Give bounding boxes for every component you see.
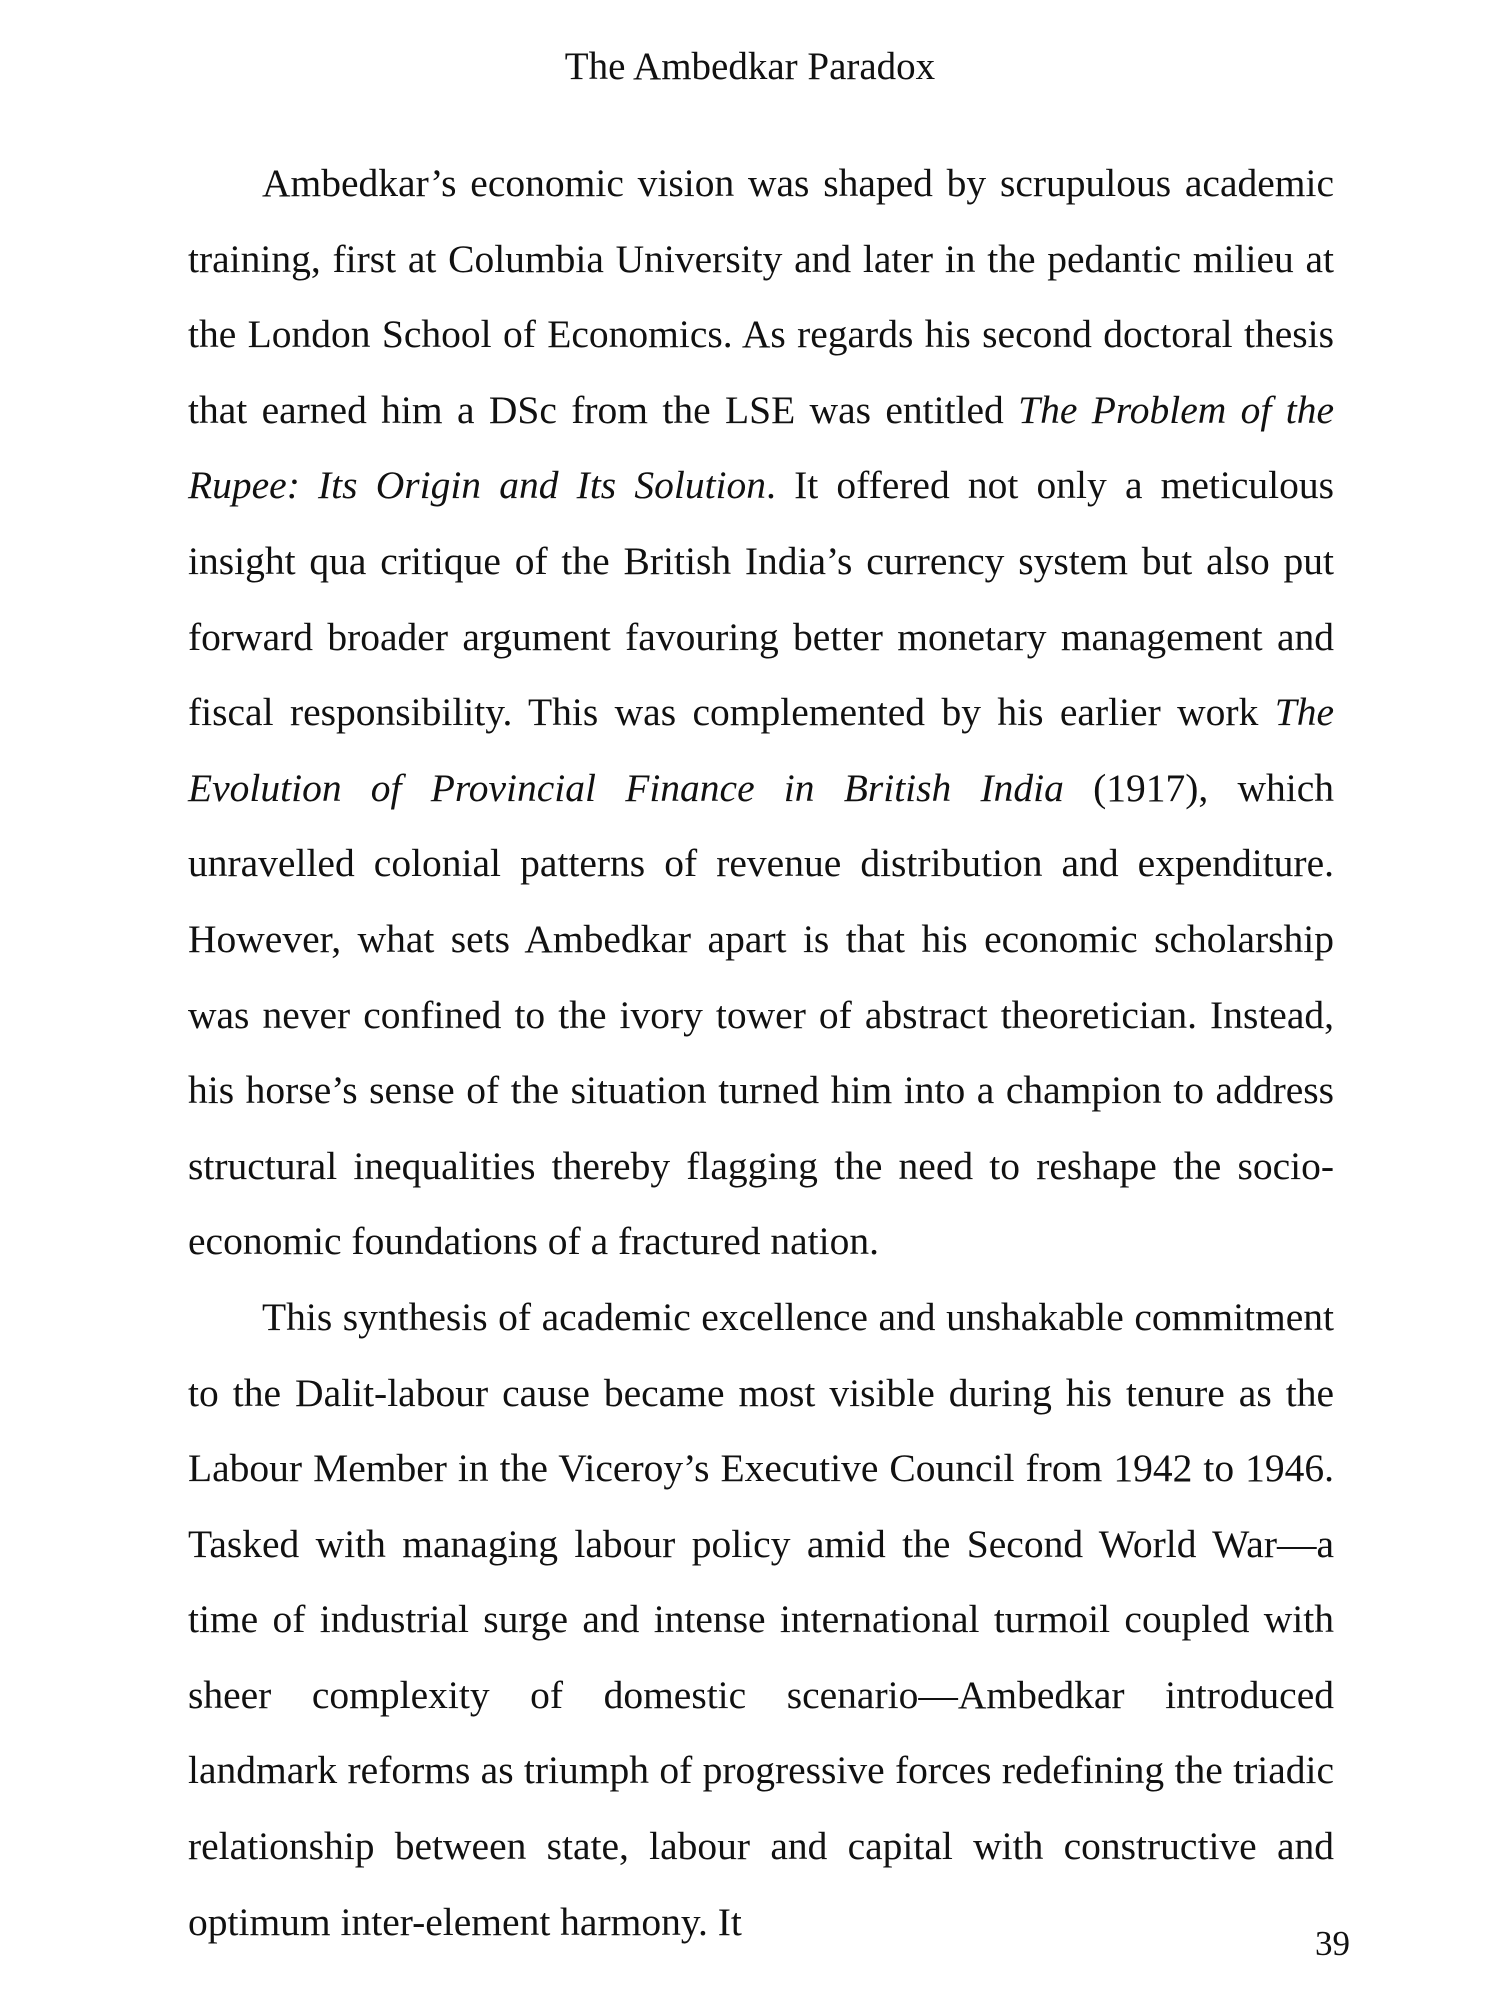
text-segment: Ambedkar’s economic vision was shaped by scrupulous academic training, first at Columbia University and later in the pedantic milieu at the London School of Economics. As regards his second doctoral thesis that earned him a DSc from the LSE was entitled xyxy=(188,161,1334,432)
book-title-problem-of-the-rupee: The Problem of the Rupee: Its Origin and Its Solution xyxy=(188,387,1335,508)
book-title-evolution-of-provincial-finance: The Evolution of Provincial Finance in British India xyxy=(188,690,1334,810)
running-title: The Ambedkar Paradox xyxy=(564,45,936,88)
text-segment: (1917), which unravelled colonial patterns of revenue distribution and expenditure. However, what sets Ambedkar apart is that his economic scholarship was never confined to the ivory tower of abstract theoretician. Instead, his horse’s sense of the situation turned him into a champion to address structural inequalities thereby flagging the need to reshape the socio-economic foundations of a fractured nation. xyxy=(188,765,1334,1264)
body-text xyxy=(188,146,1334,1960)
paragraph-1 xyxy=(188,146,1334,1280)
paragraph-2 xyxy=(188,1280,1334,1960)
page-number: 39 xyxy=(1315,1924,1350,1963)
text-segment: This synthesis of academic excellence and unshakable commitment to the Dalit-labour cause became most visible during his tenure as the Labour Member in the Viceroy’s Executive Council from 1942 to 1946. Tasked with managing labour policy amid the Second World War—a time of industrial surge and intense international turmoil coupled with sheer complexity of domestic scenario—Ambedkar introduced landmark reforms as triumph of progressive forces redefining the triadic relationship between state, labour and capital with constructive and optimum inter-element harmony. It xyxy=(188,1294,1334,1944)
text-segment: . It offered not only a meticulous insight qua critique of the British India’s currency system but also put forward broader argument favouring better monetary management and fiscal responsibility. This was complemented by his earlier work xyxy=(188,463,1334,735)
